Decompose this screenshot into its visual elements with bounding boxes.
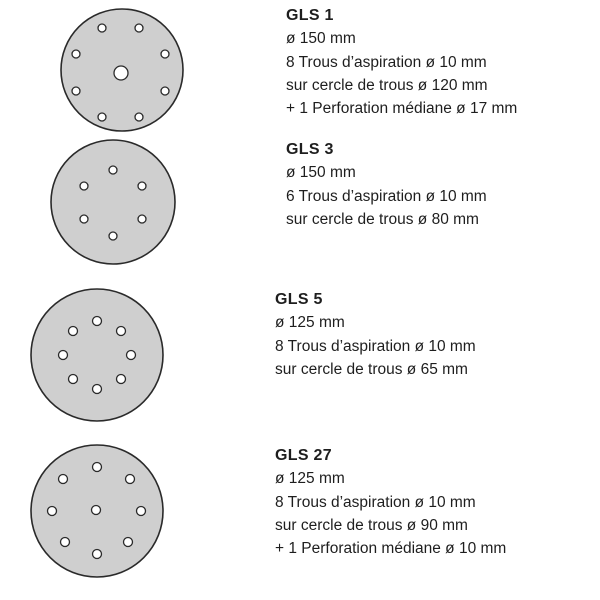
gls1-hole	[161, 87, 169, 95]
gls27-title: GLS 27	[275, 447, 332, 464]
gls3-title: GLS 3	[286, 141, 334, 158]
gls1-hole	[135, 24, 143, 32]
gls5-holes: 8 Trous d’aspiration ø 10 mm	[275, 337, 476, 355]
gls3-diameter: ø 150 mm	[286, 164, 356, 182]
gls27-hole	[126, 475, 135, 484]
gls5-hole	[93, 317, 102, 326]
gls5-hole	[69, 327, 78, 336]
gls1-diameter: ø 150 mm	[286, 30, 356, 48]
gls5-hole	[69, 375, 78, 384]
gls27-center-perforation: + 1 Perforation médiane ø 10 mm	[275, 540, 507, 558]
gls27-hole	[137, 507, 146, 516]
gls27-hole	[48, 507, 57, 516]
gls5-spec	[275, 288, 476, 381]
gls3-disc-diagram	[50, 139, 176, 265]
gls27-hole	[61, 538, 70, 547]
gls1-holes: 8 Trous d’aspiration ø 10 mm	[286, 53, 487, 71]
gls5-hole	[117, 327, 126, 336]
gls27-center-hole	[92, 506, 101, 515]
gls5-disc	[31, 289, 163, 421]
gls3-hole-circle: sur cercle de trous ø 80 mm	[286, 210, 479, 228]
gls5-hole	[117, 375, 126, 384]
gls5-hole	[59, 351, 68, 360]
gls27-diameter: ø 125 mm	[275, 470, 345, 488]
gls5-title: GLS 5	[275, 291, 323, 308]
gls5-hole-circle: sur cercle de trous ø 65 mm	[275, 360, 468, 378]
gls1-hole	[98, 113, 106, 121]
gls3-hole	[109, 232, 117, 240]
gls5-disc-diagram	[30, 288, 164, 422]
gls3-hole	[109, 166, 117, 174]
gls5-hole	[93, 385, 102, 394]
gls27-disc-diagram	[30, 444, 164, 578]
gls1-hole-circle: sur cercle de trous ø 120 mm	[286, 76, 488, 94]
gls1-center-hole	[114, 66, 128, 80]
gls1-center-perforation: + 1 Perforation médiane ø 17 mm	[286, 100, 518, 118]
gls1-hole	[135, 113, 143, 121]
gls27-holes: 8 Trous d’aspiration ø 10 mm	[275, 493, 476, 511]
gls1-hole	[72, 87, 80, 95]
gls3-hole	[138, 215, 146, 223]
gls1-spec	[286, 4, 517, 120]
gls27-hole-circle: sur cercle de trous ø 90 mm	[275, 516, 468, 534]
gls1-hole	[72, 50, 80, 58]
gls1-hole	[98, 24, 106, 32]
gls1-hole	[161, 50, 169, 58]
gls3-hole	[80, 215, 88, 223]
gls3-hole	[80, 182, 88, 190]
gls27-hole	[93, 463, 102, 472]
gls5-hole	[127, 351, 136, 360]
gls3-spec	[286, 138, 487, 231]
gls1-disc-diagram	[60, 8, 184, 132]
gls3-hole	[138, 182, 146, 190]
gls3-holes: 6 Trous d’aspiration ø 10 mm	[286, 187, 487, 205]
gls3-disc	[51, 140, 175, 264]
gls27-hole	[59, 475, 68, 484]
gls1-title: GLS 1	[286, 7, 334, 24]
gls27-hole	[124, 538, 133, 547]
gls5-diameter: ø 125 mm	[275, 314, 345, 332]
gls27-hole	[93, 550, 102, 559]
gls27-spec	[275, 444, 506, 560]
